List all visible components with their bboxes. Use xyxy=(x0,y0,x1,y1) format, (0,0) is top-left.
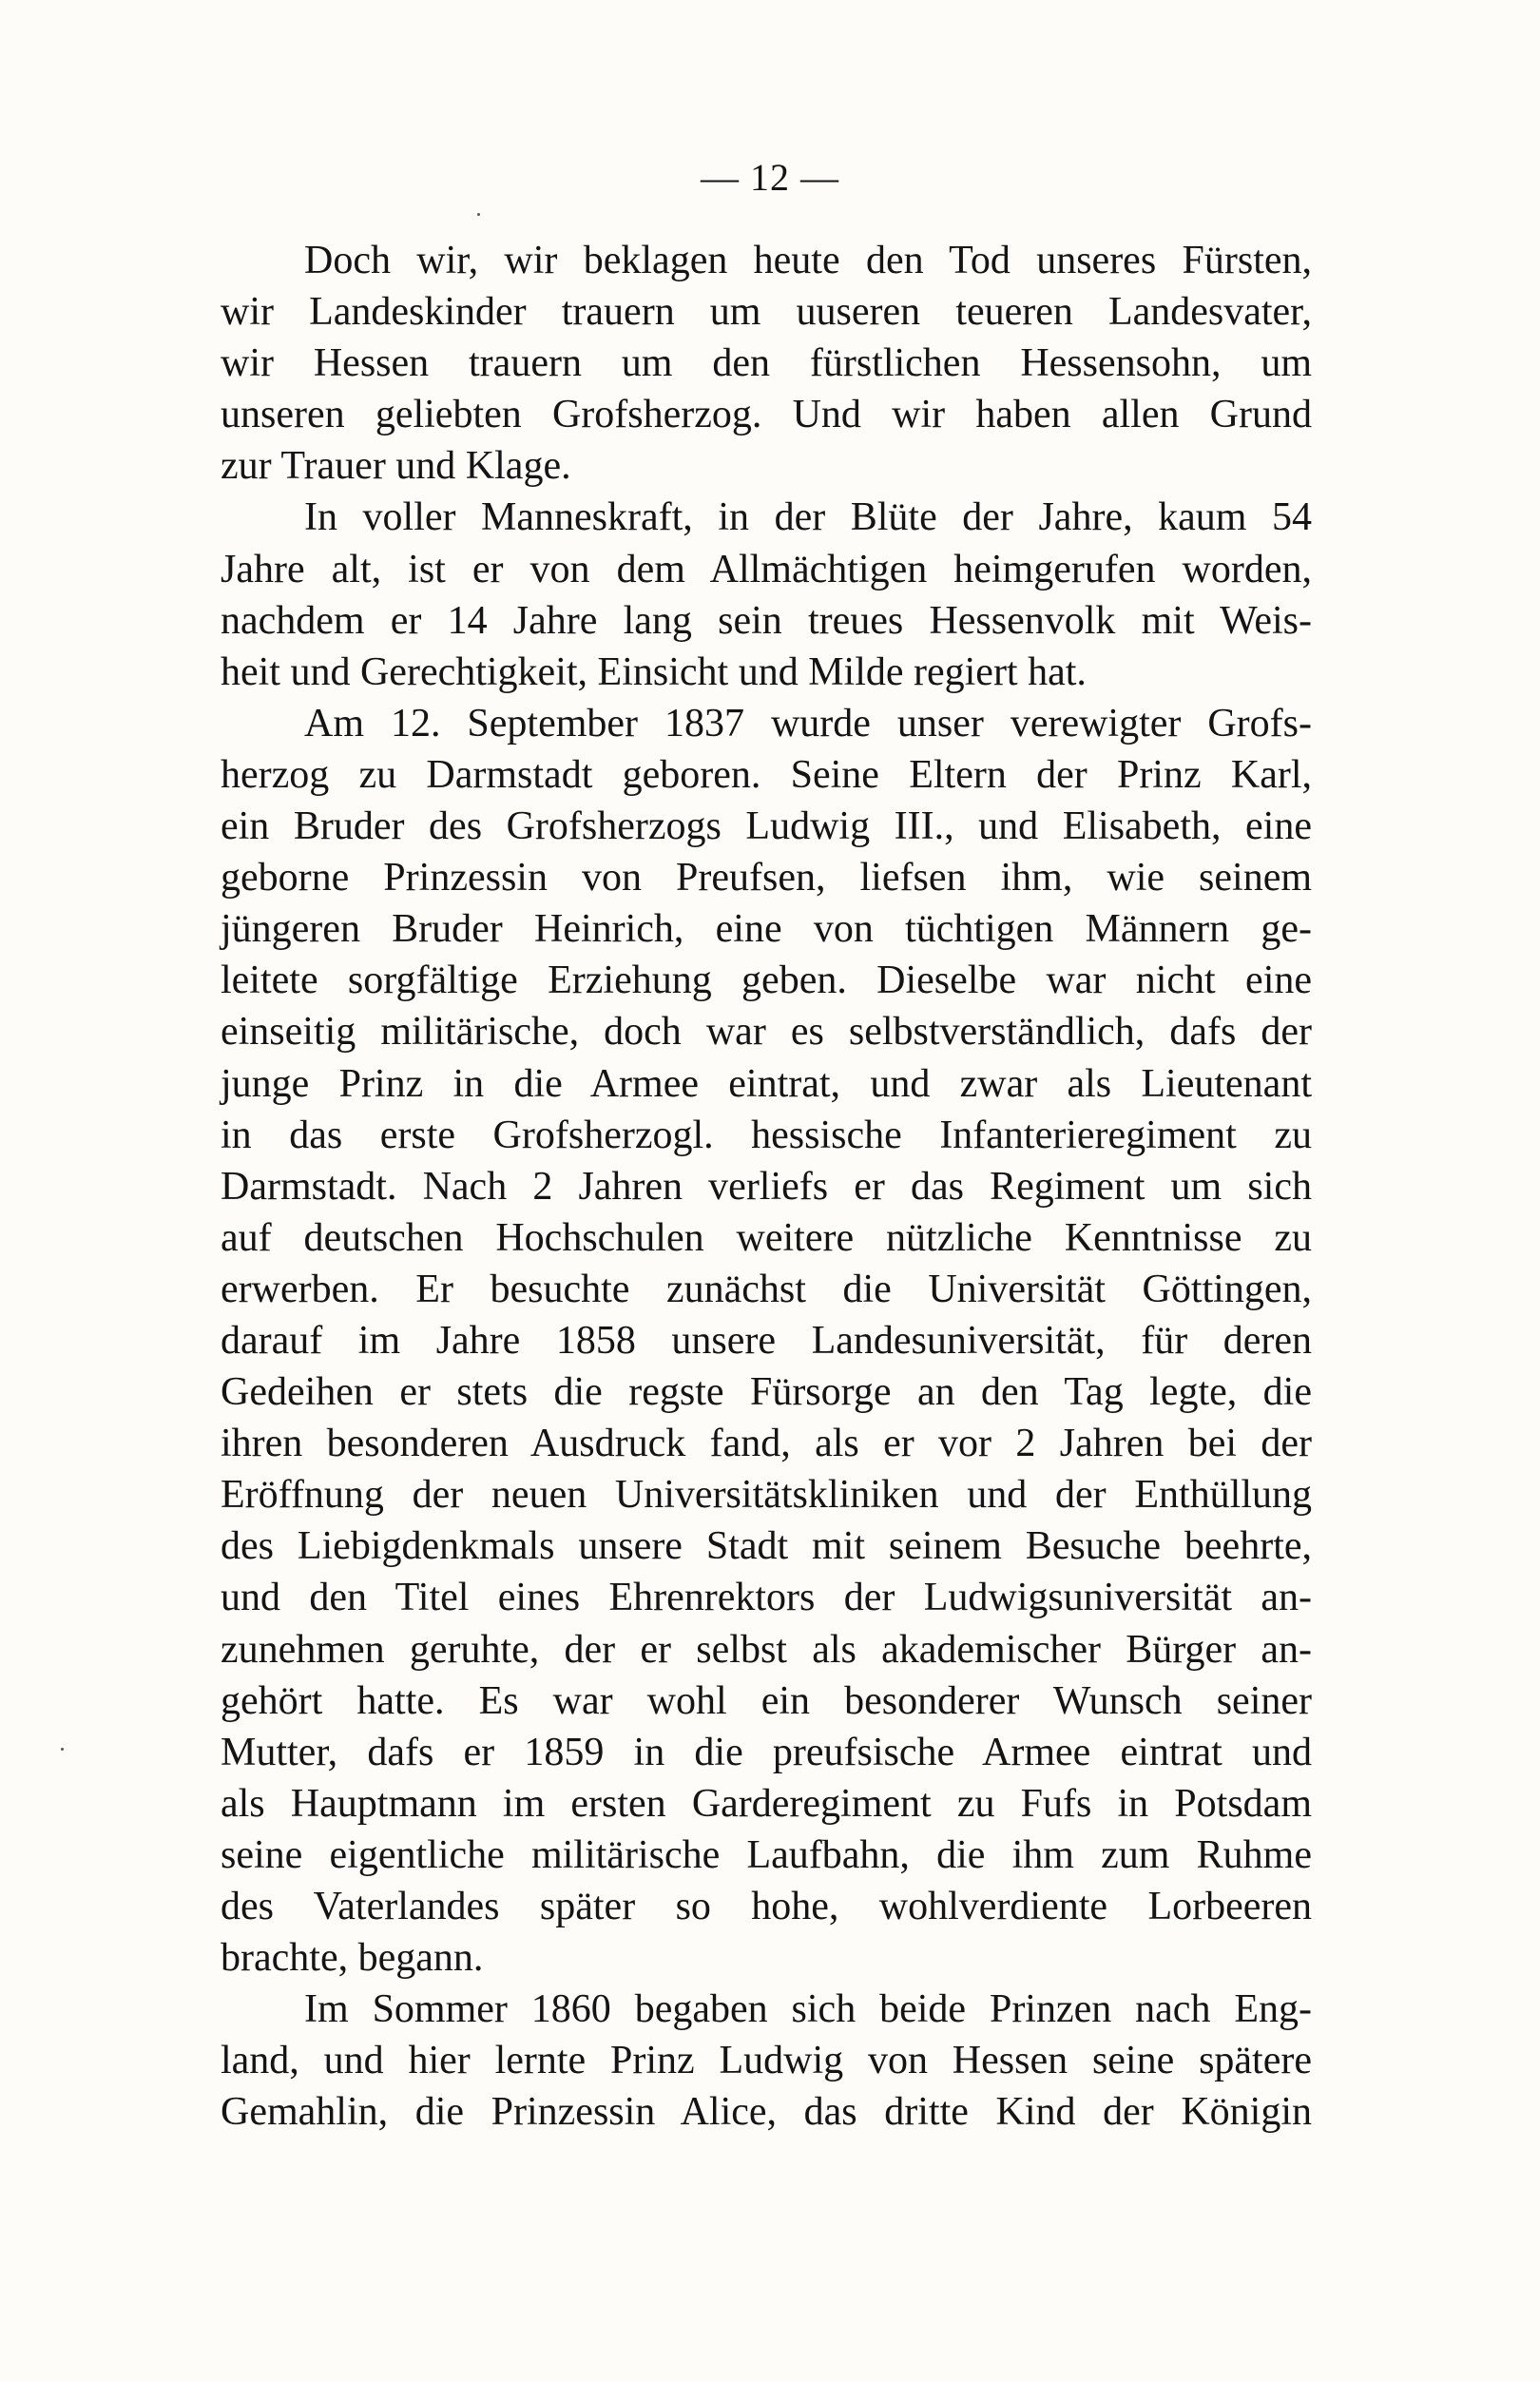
text-line: gehört hatte. Es war wohl ein besonderer Wunsch seiner xyxy=(221,1678,1312,1723)
text-line: In voller Manneskraft, in der Blüte der Jahre, kaum 54 xyxy=(304,495,1312,540)
text-line: jüngeren Bruder Heinrich, eine von tüchtigen Männern ge- xyxy=(221,907,1312,952)
text-line: einseitig militärische, doch war es selbstverständlich, dafs der xyxy=(221,1010,1312,1055)
text-line: unseren geliebten Grofsherzog. Und wir haben allen Grund xyxy=(221,393,1312,437)
text-line: seine eigentliche militärische Laufbahn, die ihm zum Ruhme xyxy=(221,1832,1312,1877)
page-number: — 12 — xyxy=(701,156,839,199)
text-line: des Vaterlandes später so hohe, wohlverdiente Lorbeeren xyxy=(221,1885,1312,1928)
text-line: Doch wir, wir beklagen heute den Tod unseres Fürsten, xyxy=(304,239,1312,282)
text-line: Am 12. September 1837 wurde unser verewigter Grofs- xyxy=(304,701,1312,746)
text-line: zur Trauer und Klage. xyxy=(221,444,571,489)
text-line: wir Hessen trauern um den fürstlichen Hessensohn, um xyxy=(221,341,1312,386)
paper-speck xyxy=(477,213,480,216)
body-text xyxy=(221,235,1312,2138)
text-line: darauf im Jahre 1858 unsere Landesuniversität, für deren xyxy=(221,1318,1312,1363)
text-line: Darmstadt. Nach 2 Jahren verliefs er das Regiment um sich xyxy=(221,1164,1312,1209)
text-line: brachte, begann. xyxy=(221,1936,484,1981)
text-line: land, und hier lernte Prinz Ludwig von Hessen seine spätere xyxy=(221,2039,1312,2083)
text-line: auf deutschen Hochschulen weitere nützliche Kenntnisse zu xyxy=(221,1215,1312,1260)
text-line: Im Sommer 1860 begaben sich beide Prinzen nach Eng- xyxy=(304,1987,1312,2032)
text-line: leitete sorgfältige Erziehung geben. Dieselbe war nicht eine xyxy=(221,959,1312,1003)
text-line: erwerben. Er besuchte zunächst die Universität Göttingen, xyxy=(221,1267,1312,1311)
text-line: heit und Gerechtigkeit, Einsicht und Milde regiert hat. xyxy=(221,649,1087,694)
text-line: des Liebigdenkmals unsere Stadt mit seinem Besuche beehrte, xyxy=(221,1524,1312,1569)
text-line: als Hauptmann im ersten Garderegiment zu Fufs in Potsdam xyxy=(221,1781,1312,1826)
text-line: zunehmen geruhte, der er selbst als akademischer Bürger an- xyxy=(221,1627,1312,1672)
text-line: wir Landeskinder trauern um uuseren teueren Landesvater, xyxy=(221,290,1312,335)
text-line: Mutter, dafs er 1859 in die preufsische Armee eintrat und xyxy=(221,1730,1312,1774)
text-line: und den Titel eines Ehrenrektors der Ludwigsuniversität an- xyxy=(221,1576,1312,1620)
text-line: ihren besonderen Ausdruck fand, als er vor 2 Jahren bei der xyxy=(221,1422,1312,1466)
text-line: Jahre alt, ist er von dem Allmächtigen heimgerufen worden, xyxy=(221,547,1312,591)
text-line: Gedeihen er stets die regste Fürsorge an den Tag legte, die xyxy=(221,1370,1312,1415)
text-line: ein Bruder des Grofsherzogs Ludwig III., und Elisabeth, eine xyxy=(221,804,1312,849)
paper-speck xyxy=(61,1748,64,1751)
text-line: herzog zu Darmstadt geboren. Seine Eltern der Prinz Karl, xyxy=(221,752,1312,797)
text-line: nachdem er 14 Jahre lang sein treues Hessenvolk mit Weis- xyxy=(221,598,1312,643)
text-line: Eröffnung der neuen Universitätskliniken und der Enthüllung xyxy=(221,1473,1312,1518)
text-line: geborne Prinzessin von Preufsen, liefsen ihm, wie seinem xyxy=(221,856,1312,901)
text-line: junge Prinz in die Armee eintrat, und zwar als Lieutenant xyxy=(221,1061,1312,1106)
text-line: Gemahlin, die Prinzessin Alice, das dritte Kind der Königin xyxy=(221,2090,1312,2135)
text-line: in das erste Grofsherzogl. hessische Infanterieregiment zu xyxy=(221,1113,1312,1157)
